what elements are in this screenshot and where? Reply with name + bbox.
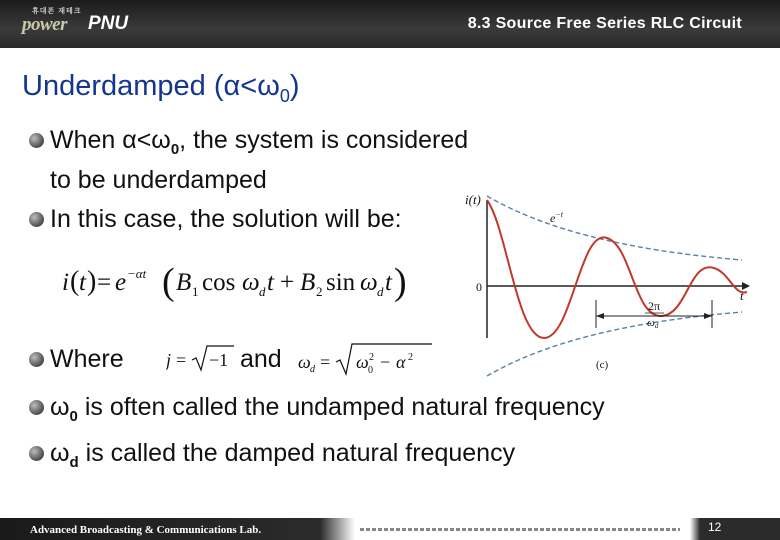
svg-text:t: t [79, 269, 86, 296]
page-number: 12 [708, 520, 722, 534]
svg-text:ω: ω [242, 269, 260, 296]
svg-text:cos: cos [202, 269, 236, 296]
svg-text:=: = [176, 350, 187, 370]
logo-power: power [22, 14, 67, 35]
svg-text:): ) [87, 266, 97, 297]
svg-text:−: − [380, 352, 391, 372]
svg-text:ω: ω [356, 352, 369, 372]
svg-text:2: 2 [408, 352, 413, 363]
bullet-damped-frequency: $\omega_d$ is called the damped natural frequency [50, 439, 516, 471]
omega-d-equation [298, 340, 438, 380]
svg-text:d: d [310, 364, 315, 375]
underdamped-response-figure [462, 188, 762, 378]
bullet-where-label: Where [50, 345, 124, 373]
bullet-underdamped-condition: When $\alpha<\omega_0$, the system is considered to be underdamped [50, 126, 469, 194]
svg-text:=: = [97, 269, 112, 296]
svg-text:(: ( [70, 266, 80, 297]
bullet-undamped-frequency: $\omega_0$ is often called the undamped natural frequency [50, 393, 605, 425]
svg-text:+: + [280, 269, 295, 296]
bullet-icon [29, 133, 44, 148]
svg-text:(: ( [162, 261, 175, 303]
svg-text:2: 2 [316, 284, 323, 299]
upper-envelope [487, 196, 742, 260]
period-label-denominator: ωd [647, 317, 659, 330]
bullet-icon [29, 212, 44, 227]
logo-tagline: 휴대폰 재테크 [32, 8, 82, 15]
svg-text:α: α [396, 352, 406, 372]
svg-text:sin: sin [326, 269, 356, 296]
figure-caption: (c) [596, 359, 609, 371]
lower-envelope [487, 312, 742, 376]
origin-label: 0 [476, 280, 482, 294]
period-label-numerator: 2π [648, 299, 661, 313]
svg-text:d: d [259, 284, 266, 299]
bullet-icon [29, 446, 44, 461]
svg-text:e: e [115, 269, 127, 296]
svg-text:B: B [176, 269, 192, 296]
logo-pnu: PNU [88, 13, 129, 34]
svg-text:ω: ω [298, 352, 311, 372]
svg-text:0: 0 [368, 365, 373, 376]
svg-text:ω: ω [360, 269, 378, 296]
svg-text:−1: −1 [209, 350, 229, 370]
bullet-icon [29, 400, 44, 415]
y-axis-label: i(t) [465, 192, 481, 207]
svg-text:1: 1 [192, 284, 199, 299]
solution-equation [62, 258, 422, 304]
section-title: 8.3 Source Free Series RLC Circuit [467, 15, 742, 32]
header-bar [0, 0, 780, 48]
svg-text:j: j [166, 350, 172, 370]
j-definition-equation [166, 342, 246, 376]
svg-text:2: 2 [369, 352, 374, 363]
svg-text:): ) [394, 261, 407, 303]
svg-text:t: t [385, 269, 392, 296]
bullet-and-label: and [240, 345, 282, 373]
footer-lab-name: Advanced Broadcasting & Communications Lab. [30, 524, 262, 536]
svg-text:i: i [62, 269, 69, 296]
bullet-solution-intro: In this case, the solution will be: [50, 205, 402, 233]
x-axis-label: t [740, 288, 744, 303]
svg-text:B: B [300, 269, 316, 296]
footer-divider [360, 528, 680, 531]
svg-text:d: d [377, 284, 384, 299]
bullet-icon [29, 352, 44, 367]
svg-text:t: t [267, 269, 274, 296]
envelope-label: $e^{-t}$ [550, 210, 563, 225]
svg-text:−αt: −αt [127, 266, 147, 281]
svg-text:=: = [320, 352, 331, 372]
slide-title: Underdamped $(\alpha<\omega_0)$ [22, 70, 300, 106]
